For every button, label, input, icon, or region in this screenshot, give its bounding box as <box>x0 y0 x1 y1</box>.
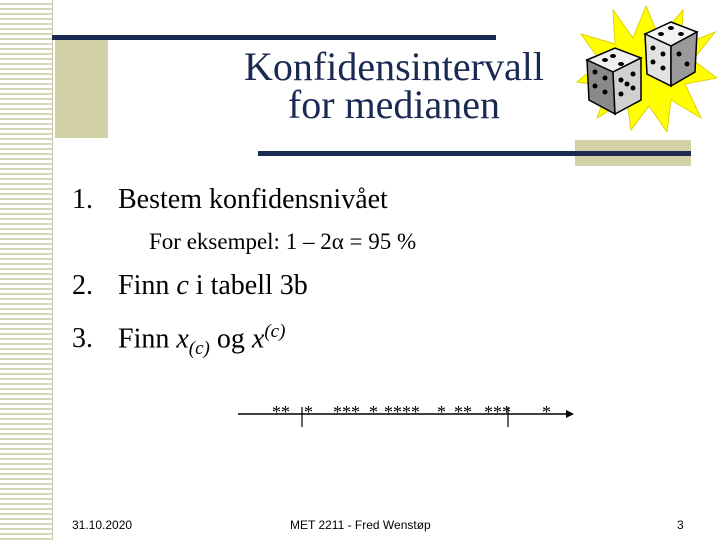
step-3-x-upper: x <box>251 323 265 355</box>
alpha-symbol: α <box>331 229 344 254</box>
data-mark: *** <box>484 402 511 422</box>
step-1-text: Bestem konfidensnivået <box>118 184 388 215</box>
step-2-number: 2. <box>72 270 93 301</box>
step-3-x-lower: x <box>176 323 189 355</box>
step-3-superscript <box>264 321 285 342</box>
dice-clipart <box>575 2 717 132</box>
step-2-variable: c <box>176 270 189 301</box>
example-line <box>149 228 416 256</box>
step-3-subscript <box>189 338 210 359</box>
data-mark: ** <box>454 402 472 422</box>
step-3-superscript-text: (c) <box>264 321 286 342</box>
data-mark: * <box>369 402 378 422</box>
title-line-2: for medianen <box>287 82 501 127</box>
data-mark: * <box>304 402 313 422</box>
step-3-text-pre: Finn <box>118 323 177 355</box>
number-line-arrowhead <box>566 410 574 418</box>
example-suffix: = 95 % <box>343 229 417 254</box>
slide-title <box>200 44 588 127</box>
data-mark: * <box>542 402 551 422</box>
footer-page-number: 3 <box>677 518 684 532</box>
footer-author: MET 2211 - Fred Wenstøp <box>290 518 431 532</box>
step-2 <box>72 270 308 302</box>
title-line-1: Konfidensintervall <box>244 44 544 89</box>
step-3 <box>72 316 285 365</box>
number-line <box>236 395 578 435</box>
data-mark: **** <box>384 402 420 422</box>
data-mark: * <box>437 402 446 422</box>
step-3-number: 3. <box>72 323 93 355</box>
navy-rule-top <box>52 35 496 40</box>
olive-accent-block-top <box>55 38 108 138</box>
stripe-edge-line <box>52 0 53 540</box>
step-2-text-post: i tabell 3b <box>188 270 308 301</box>
data-mark: *** <box>333 402 360 422</box>
navy-rule-bottom <box>258 151 691 156</box>
example-prefix: For eksempel: 1 – 2 <box>149 229 332 254</box>
step-2-text-pre: Finn <box>118 270 177 301</box>
step-1 <box>72 184 388 216</box>
footer-date: 31.10.2020 <box>72 518 133 532</box>
step-3-middle: og <box>209 323 252 355</box>
data-mark: ** <box>272 402 290 422</box>
step-1-number: 1. <box>72 184 93 215</box>
left-stripe-decoration <box>0 0 52 540</box>
step-3-subscript-text: (c) <box>188 337 210 359</box>
